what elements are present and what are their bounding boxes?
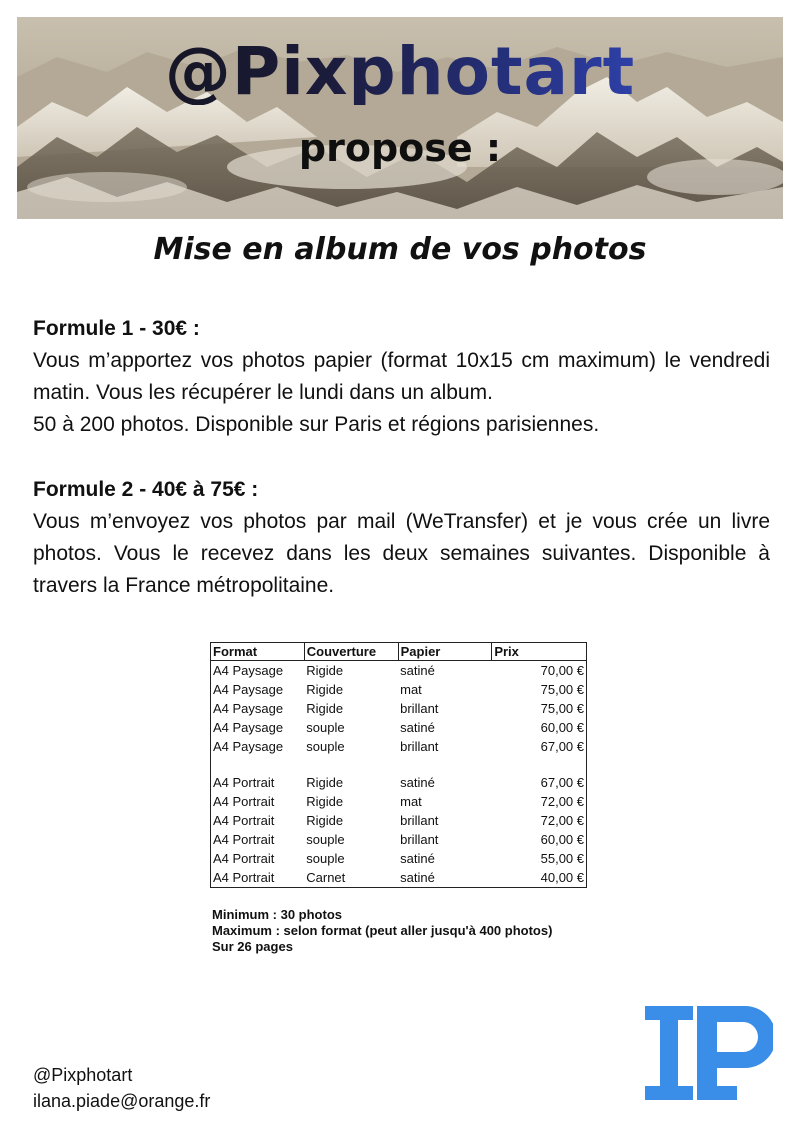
note-maximum: Maximum : selon format (peut aller jusqu'à 400 photos): [212, 923, 553, 938]
table-row: [211, 811, 587, 830]
cell-papier: brillant: [400, 813, 439, 828]
formula-1-heading: Formule 1 - 30€ :: [33, 317, 200, 340]
table-row: [211, 737, 587, 756]
cell-couverture: souple: [306, 851, 345, 866]
cell-prix: 75,00 €: [492, 680, 587, 699]
table-row: [211, 699, 587, 718]
page-title: Mise en album de vos photos: [153, 232, 647, 267]
cell-couverture: Rigide: [306, 663, 344, 678]
header-banner: [17, 17, 783, 219]
cell-papier: satiné: [400, 720, 435, 735]
cell-prix: 40,00 €: [492, 868, 587, 888]
cell-papier: satiné: [400, 775, 435, 790]
ip-logo-icon: [645, 1006, 773, 1100]
cell-format: A4 Paysage: [211, 737, 305, 756]
column-header-papier: Papier: [398, 643, 492, 661]
cell-prix: 67,00 €: [492, 737, 587, 756]
cell-papier: brillant: [400, 701, 439, 716]
cell-papier: satiné: [400, 851, 435, 866]
table-row: [211, 792, 587, 811]
table-row: [211, 830, 587, 849]
cell-format: A4 Portrait: [211, 792, 305, 811]
cell-couverture: souple: [306, 720, 345, 735]
column-header-couverture: Couverture: [304, 643, 398, 661]
formula-2-text: Vous m’envoyez vos photos par mail (WeTransfer) et je vous crée un livre photos. Vous le recevez dans les deux semaines suivantes. Disponible à travers la France métropolitaine.: [33, 510, 770, 597]
cell-format: A4 Portrait: [211, 830, 305, 849]
formula-1-text: Vous m’apportez vos photos papier (format 10x15 cm maximum) le vendredi matin. Vous les récupérer le lundi dans un album.: [33, 349, 770, 404]
cell-prix: 70,00 €: [492, 661, 587, 681]
cell-prix: 75,00 €: [492, 699, 587, 718]
cell-papier: satiné: [400, 663, 435, 678]
formula-1: [33, 313, 770, 441]
price-table: [210, 642, 587, 888]
contact-info: [33, 1062, 210, 1114]
cell-prix: 55,00 €: [492, 849, 587, 868]
cell-format: A4 Portrait: [211, 849, 305, 868]
table-notes: [212, 907, 552, 955]
cell-couverture: Rigide: [306, 701, 344, 716]
formula-2-heading: Formule 2 - 40€ à 75€ :: [33, 478, 259, 501]
table-row: [211, 718, 587, 737]
table-spacer-row: [211, 756, 587, 773]
banner-subtitle: propose :: [298, 126, 502, 170]
contact-handle: @Pixphotart: [33, 1065, 133, 1085]
table-header-row: [211, 643, 587, 661]
cell-format: A4 Portrait: [211, 773, 305, 792]
table-row: [211, 773, 587, 792]
cell-format: A4 Portrait: [211, 811, 305, 830]
contact-email[interactable]: ilana.piade@orange.fr: [33, 1091, 211, 1111]
cell-format: A4 Portrait: [211, 868, 305, 888]
cell-prix: 72,00 €: [492, 811, 587, 830]
cell-format: A4 Paysage: [211, 661, 305, 681]
cell-couverture: Carnet: [304, 868, 398, 888]
table-row: [211, 680, 587, 699]
cell-format: A4 Paysage: [211, 718, 305, 737]
table-row: [211, 661, 587, 681]
cell-prix: 72,00 €: [492, 792, 587, 811]
column-header-format: Format: [211, 643, 305, 661]
cell-papier: satiné: [398, 868, 492, 888]
cell-papier: brillant: [400, 739, 439, 754]
cell-couverture: Rigide: [306, 775, 344, 790]
cell-format: A4 Paysage: [211, 680, 305, 699]
table-row: [211, 849, 587, 868]
cell-prix: 67,00 €: [492, 773, 587, 792]
cell-couverture: Rigide: [306, 682, 344, 697]
cell-couverture: souple: [306, 832, 345, 847]
cell-prix: 60,00 €: [492, 830, 587, 849]
formula-2: [33, 474, 770, 602]
table-row: [211, 868, 587, 888]
cell-papier: brillant: [400, 832, 439, 847]
cell-couverture: Rigide: [306, 794, 344, 809]
cell-couverture: souple: [306, 739, 345, 754]
brand-name: @Pixphotart: [17, 39, 783, 105]
cell-format: A4 Paysage: [211, 699, 305, 718]
note-pages: Sur 26 pages: [212, 939, 293, 954]
cell-prix: 60,00 €: [492, 718, 587, 737]
cell-papier: mat: [400, 682, 422, 697]
note-minimum: Minimum : 30 photos: [212, 907, 342, 922]
formula-1-text-2: 50 à 200 photos. Disponible sur Paris et régions parisiennes.: [33, 413, 600, 436]
column-header-prix: Prix: [492, 643, 587, 661]
cell-couverture: Rigide: [306, 813, 344, 828]
cell-papier: mat: [400, 794, 422, 809]
